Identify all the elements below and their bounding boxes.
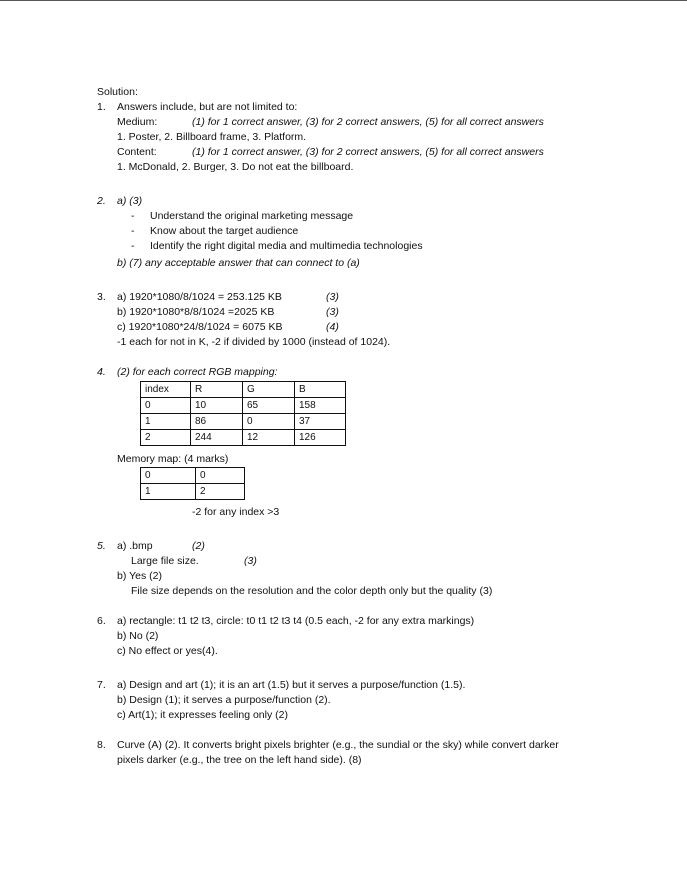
- q1-content-label: Content:: [117, 146, 157, 158]
- table-cell: 1: [141, 484, 196, 500]
- q1-content-marks: (1) for 1 correct answer, (3) for 2 correct answers, (5) for all correct answers: [192, 146, 544, 158]
- rgb-mapping-table: [140, 381, 346, 446]
- q2-part-b: b) (7) any acceptable answer that can connect to (a): [117, 257, 360, 269]
- table-header-cell: B: [295, 382, 346, 398]
- q7-part-c: c) Art(1); it expresses feeling only (2): [117, 709, 288, 721]
- q8-number: 8.: [97, 739, 106, 751]
- q2-bullet-dash: -: [131, 225, 135, 237]
- q6-part-a: a) rectangle: t1 t2 t3, circle: t0 t1 t2 t3 t4 (0.5 each, -2 for any extra markings): [117, 615, 475, 627]
- q1-intro: Answers include, but are not limited to:: [117, 101, 298, 113]
- q4-title: (2) for each correct RGB mapping:: [117, 366, 278, 378]
- q1-medium-label: Medium:: [117, 116, 158, 128]
- q3-number: 3.: [97, 291, 106, 303]
- q6-number: 6.: [97, 615, 106, 627]
- table-cell: 2: [141, 430, 191, 446]
- q3-mark-b: (3): [326, 306, 339, 318]
- q4-number: 4.: [97, 366, 106, 378]
- table-cell: 158: [295, 398, 346, 414]
- q7-number: 7.: [97, 679, 106, 691]
- table-row: [141, 414, 346, 430]
- q2-bullet-3: Identify the right digital media and multimedia technologies: [150, 240, 423, 252]
- q5-part-a-reason-mark: (3): [244, 555, 257, 567]
- table-row: [141, 430, 346, 446]
- q2-part-a: a) (3): [117, 195, 143, 207]
- memory-map-table: [140, 467, 245, 500]
- table-row: [141, 468, 245, 484]
- q5-number: 5.: [97, 540, 106, 552]
- q3-line-b: b) 1920*1080*8/8/1024 =2025 KB: [117, 306, 275, 318]
- q3-mark-c: (4): [326, 321, 339, 333]
- q3-mark-a: (3): [326, 291, 339, 303]
- q1-medium-answers: 1. Poster, 2. Billboard frame, 3. Platform.: [117, 131, 307, 143]
- table-header-cell: index: [141, 382, 191, 398]
- q3-line-c: c) 1920*1080*24/8/1024 = 6075 KB: [117, 321, 283, 333]
- q7-part-b: b) Design (1); it serves a purpose/function (2).: [117, 694, 331, 706]
- q6-part-c: c) No effect or yes(4).: [117, 645, 218, 657]
- table-cell: 1: [141, 414, 191, 430]
- table-cell: 65: [243, 398, 295, 414]
- table-cell: 244: [191, 430, 243, 446]
- q1-number: 1.: [97, 101, 106, 113]
- top-border-line: [0, 0, 687, 1]
- table-row: [141, 398, 346, 414]
- table-row: [141, 484, 245, 500]
- table-cell: 37: [295, 414, 346, 430]
- table-cell: 86: [191, 414, 243, 430]
- solution-heading: Solution:: [97, 86, 138, 98]
- q3-note: -1 each for not in K, -2 if divided by 1000 (instead of 1024).: [117, 336, 391, 348]
- table-cell: 0: [141, 398, 191, 414]
- table-cell: 0: [196, 468, 245, 484]
- q4-memory-label: Memory map: (4 marks): [117, 453, 229, 465]
- table-cell: 0: [243, 414, 295, 430]
- q3-line-a: a) 1920*1080/8/1024 = 253.125 KB: [117, 291, 282, 303]
- q5-part-b: b) Yes (2): [117, 570, 162, 582]
- q5-part-a: a) .bmp: [117, 540, 153, 552]
- table-header-cell: G: [243, 382, 295, 398]
- q2-bullet-2: Know about the target audience: [150, 225, 299, 237]
- table-cell: 126: [295, 430, 346, 446]
- q6-part-b: b) No (2): [117, 630, 159, 642]
- q7-part-a: a) Design and art (1); it is an art (1.5) but it serves a purpose/function (1.5).: [117, 679, 466, 691]
- table-cell: 0: [141, 468, 196, 484]
- table-header-cell: R: [191, 382, 243, 398]
- q2-bullet-dash: -: [131, 210, 135, 222]
- q2-number: 2.: [97, 195, 106, 207]
- q5-part-a-mark: (2): [192, 540, 205, 552]
- q2-bullet-1: Understand the original marketing message: [150, 210, 354, 222]
- q5-part-b-reason: File size depends on the resolution and the color depth only but the quality (3): [131, 585, 493, 597]
- q8-line-1: Curve (A) (2). It converts bright pixels brighter (e.g., the sundial or the sky) while convert darker: [117, 739, 559, 751]
- q2-bullet-dash: -: [131, 240, 135, 252]
- q1-content-answers: 1. McDonald, 2. Burger, 3. Do not eat the billboard.: [117, 161, 354, 173]
- q1-medium-marks: (1) for 1 correct answer, (3) for 2 correct answers, (5) for all correct answers: [192, 116, 544, 128]
- q8-line-2: pixels darker (e.g., the tree on the left hand side). (8): [117, 754, 362, 766]
- table-header-row: [141, 382, 346, 398]
- q5-part-a-reason: Large file size.: [131, 555, 199, 567]
- table-cell: 12: [243, 430, 295, 446]
- table-cell: 10: [191, 398, 243, 414]
- table-cell: 2: [196, 484, 245, 500]
- q4-memory-note: -2 for any index >3: [192, 506, 280, 518]
